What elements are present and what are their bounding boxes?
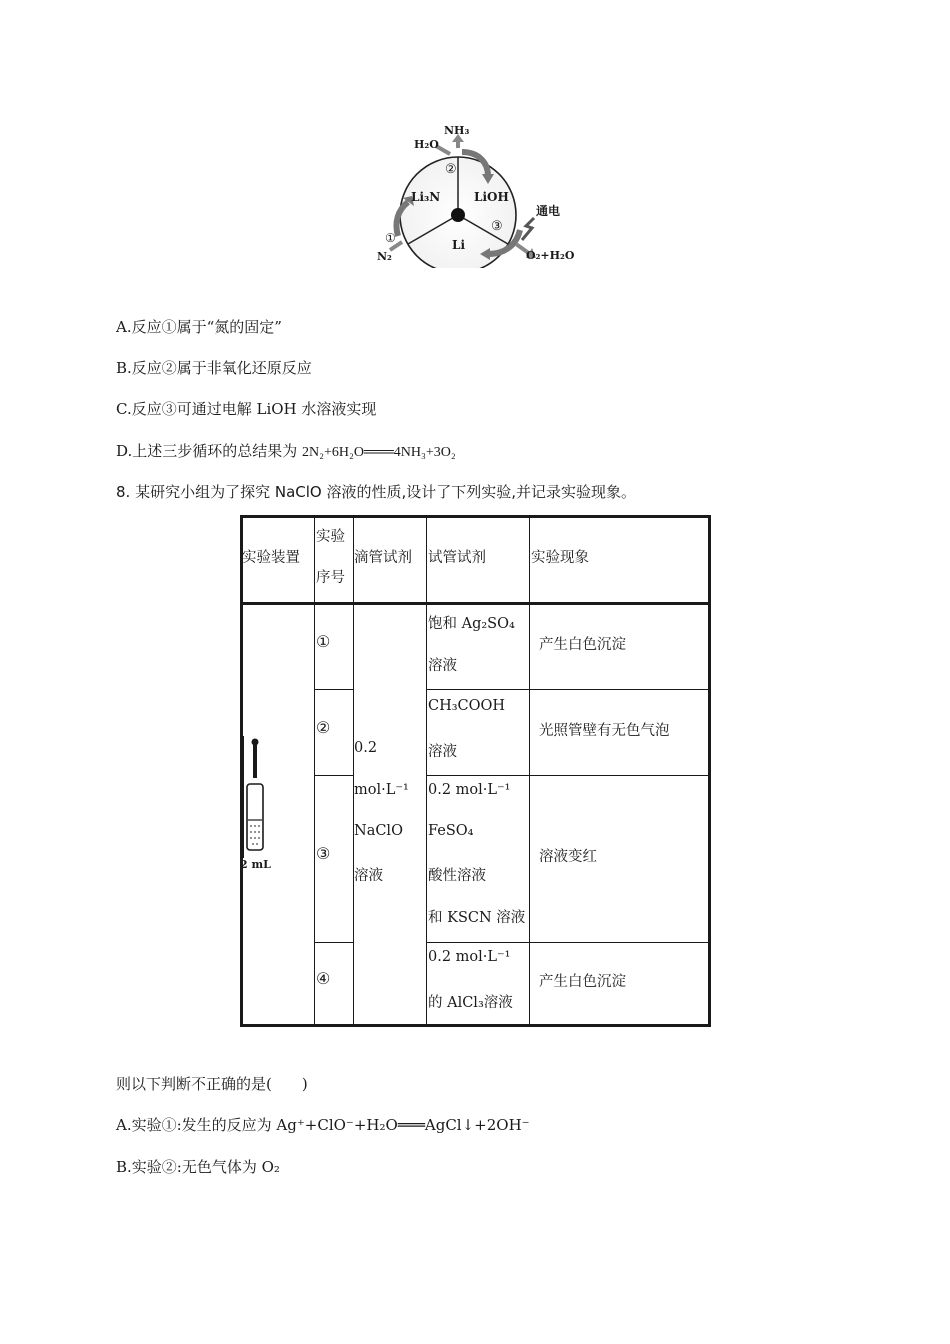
diagram-label-step3: ③ [491, 219, 503, 234]
row1-seq: ① [316, 632, 331, 651]
row4-seq: ④ [316, 969, 331, 988]
header-phenomenon: 实验现象 [531, 550, 589, 566]
diagram-label-electrolysis: 通电 [536, 204, 561, 218]
dropper-line-3: NaClO [354, 823, 403, 839]
q7-option-d-prefix: D.上述三步循环的总结果为 [116, 442, 303, 460]
diagram-label-li3n: Li₃N [411, 190, 441, 204]
q8-option-a: A.实验①:发生的反应为 Ag⁺+ClO⁻+H₂O═══AgCl↓+2OH⁻ [116, 1116, 530, 1134]
row3-tube-4: 和 KSCN 溶液 [428, 910, 526, 926]
row1-phenomenon: 产生白色沉淀 [539, 637, 626, 653]
row3-seq: ③ [316, 844, 331, 863]
row3-tube-1: 0.2 mol·L⁻¹ [428, 782, 511, 798]
diagram-label-products: O₂+H₂O [526, 249, 575, 262]
device-volume-label: 2 mL [240, 858, 271, 871]
row4-tube-2: 的 AlCl₃溶液 [428, 995, 513, 1011]
q7-option-d-equation: 2N₂+6H₂O═══4NH₃+3O₂ [302, 445, 456, 460]
header-seq-1: 实验 [316, 529, 345, 545]
row2-seq: ② [316, 718, 331, 737]
cycle-center-dot [451, 208, 465, 222]
q7-option-c: C.反应③可通过电解 LiOH 水溶液实现 [116, 400, 377, 418]
header-dropper: 滴管试剂 [354, 550, 412, 566]
diagram-label-li: Li [452, 238, 465, 252]
row4-tube-1: 0.2 mol·L⁻¹ [428, 949, 511, 965]
dropper-line-1: 0.2 [354, 740, 378, 756]
q7-option-a: A.反应①属于“氮的固定” [116, 318, 282, 336]
row1-tube-2: 溶液 [428, 658, 457, 674]
diagram-label-nh3: NH₃ [444, 124, 470, 137]
dropper-line-2: mol·L⁻¹ [354, 782, 409, 798]
q7-option-d [116, 440, 456, 461]
row4-phenomenon: 产生白色沉淀 [539, 974, 626, 990]
q7-option-b: B.反应②属于非氧化还原反应 [116, 359, 312, 377]
row1-tube-1: 饱和 Ag₂SO₄ [428, 616, 515, 632]
diagram-label-n2: N₂ [377, 250, 392, 263]
row3-tube-3: 酸性溶液 [428, 868, 486, 884]
header-seq-2: 序号 [316, 570, 345, 586]
row2-tube-1: CH₃COOH [428, 698, 506, 714]
row3-tube-2: FeSO₄ [428, 823, 474, 839]
dropper-line-4: 溶液 [354, 868, 383, 884]
diagram-label-step1: ① [385, 231, 396, 245]
header-device: 实验装置 [242, 550, 300, 566]
row2-tube-2: 溶液 [428, 744, 457, 760]
row3-phenomenon: 溶液变红 [539, 849, 597, 865]
header-tube: 试管试剂 [428, 550, 486, 566]
test-tube-icon [242, 736, 274, 858]
diagram-label-step2: ② [445, 162, 457, 177]
q8-question: 则以下判断不正确的是( ) [116, 1075, 308, 1093]
diagram-label-h2o: H₂O [414, 138, 439, 151]
q8-stem: 8. 某研究小组为了探究 NaClO 溶液的性质,设计了下列实验,并记录实验现象。 [116, 483, 637, 501]
diagram-label-lioh: LiOH [474, 190, 509, 204]
q8-option-b: B.实验②:无色气体为 O₂ [116, 1158, 280, 1176]
row2-phenomenon: 光照管壁有无色气泡 [539, 723, 670, 739]
